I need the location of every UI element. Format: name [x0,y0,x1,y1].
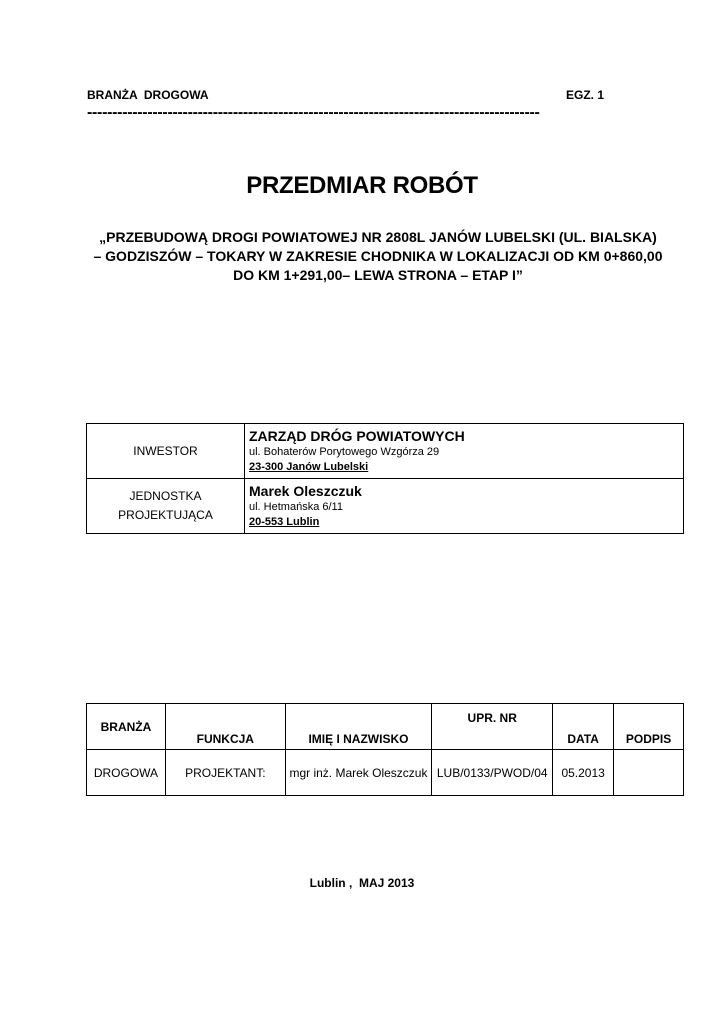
designer-label [87,479,245,534]
cell-function: PROJEKTANT: [165,750,285,796]
investor-city: 23-300 Janów Lubelski [249,460,369,473]
place-date: Lublin , MAJ 2013 [309,876,415,890]
investor-name: ZARZĄD DRÓG POWIATOWYCH [249,427,465,444]
designer-address: ul. Hetmańska 6/11 [249,500,343,513]
designer-label-line: PROJEKTUJĄCA [118,508,213,522]
header-date: DATA [553,704,614,750]
signature-table [86,703,684,796]
designer-city: 20-553 Lublin [249,515,320,528]
copy-number: EGZ. 1 [566,88,605,102]
signature-row [87,750,684,796]
header-signature: PODPIS [614,704,684,750]
cell-date: 05.2013 [553,750,614,796]
designer-row [87,479,684,534]
header-name: IMIĘ I NAZWISKO [285,704,432,750]
investor-row [87,424,684,479]
parties-table [86,423,684,534]
branch-label: BRANŻA DROGOWA [87,88,209,102]
designer-name: Marek Oleszczuk [249,482,362,499]
investor-address: ul. Bohaterów Porytowego Wzgórza 29 [249,445,440,458]
subtitle-line: DO KM 1+291,00– LEWA STRONA – ETAP I” [233,267,523,283]
cell-branch: DROGOWA [87,750,166,796]
header-function: FUNKCJA [165,704,285,750]
investor-label: INWESTOR [87,424,245,479]
cell-name: mgr inż. Marek Oleszczuk [285,750,432,796]
cell-signature [614,750,684,796]
document-subtitle [80,228,676,285]
document-title: PRZEDMIAR ROBÓT [246,172,478,199]
designer-label-line: JEDNOSTKA [129,489,202,503]
separator-line: ------------------------------------------------------------------------------------------ [87,104,540,121]
investor-details [245,424,684,479]
designer-details [245,479,684,534]
subtitle-line: „PRZEBUDOWĄ DROGI POWIATOWEJ NR 2808L JANÓW LUBELSKI (UL. BIALSKA) [99,229,657,245]
subtitle-line: – GODZISZÓW – TOKARY W ZAKRESIE CHODNIKA W LOKALIZACJI OD KM 0+860,00 [93,248,663,264]
cell-license: LUB/0133/PWOD/04 [432,750,553,796]
signature-header-row [87,704,684,750]
header-license: UPR. NR [432,704,553,750]
header-branch: BRANŻA [87,704,166,750]
